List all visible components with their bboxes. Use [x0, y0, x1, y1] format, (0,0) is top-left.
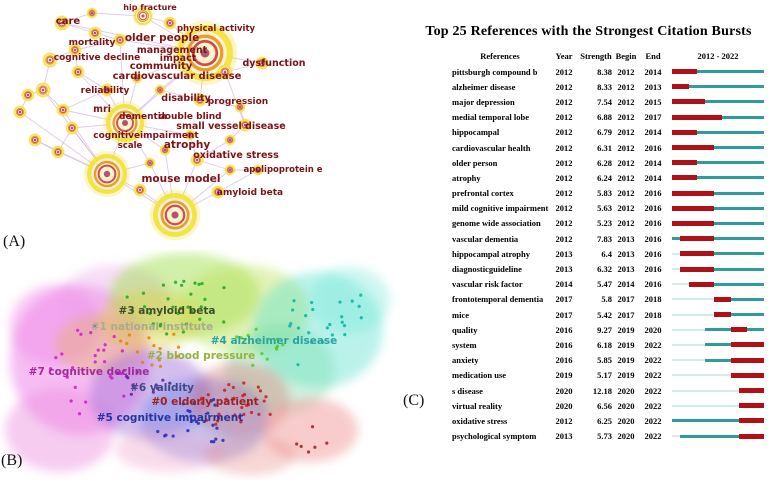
reference-cell: diagnosticguideline — [452, 264, 522, 275]
end-cell: 2016 — [644, 248, 662, 259]
strength-cell: 12.18 — [592, 385, 612, 396]
burst-segment-active — [697, 131, 764, 134]
begin-cell: 2012 — [617, 142, 635, 153]
burst-segment-active — [680, 435, 739, 438]
burst-segment-burst — [731, 358, 764, 363]
burst-timeline-bar — [672, 373, 764, 378]
keyword-label: hip fracture — [123, 3, 177, 12]
strength-cell: 7.54 — [597, 96, 612, 107]
begin-cell: 2019 — [617, 339, 635, 350]
begin-cell: 2013 — [617, 248, 635, 259]
burst-segment-burst — [672, 206, 714, 211]
begin-cell: 2017 — [617, 309, 635, 320]
begin-cell: 2012 — [617, 81, 635, 92]
reference-cell: cardiovascular health — [452, 142, 531, 153]
burst-segment-pre — [672, 374, 731, 376]
header-strength: Strength — [580, 51, 612, 61]
burst-timeline-bar — [672, 206, 764, 211]
burst-segment-burst — [672, 145, 714, 150]
burst-segment-active — [714, 237, 764, 240]
burst-segment-burst — [739, 418, 764, 423]
strength-cell: 5.73 — [597, 431, 612, 442]
table-row — [400, 277, 777, 292]
burst-segment-pre — [672, 405, 739, 407]
table-row — [400, 307, 777, 322]
reference-cell: medial temporal lobe — [452, 112, 529, 123]
end-cell: 2022 — [644, 385, 662, 396]
year-cell: 2017 — [555, 309, 573, 320]
table-row — [400, 79, 777, 94]
burst-segment-burst — [680, 236, 713, 241]
begin-cell: 2014 — [617, 279, 635, 290]
keyword-label: impact — [159, 53, 197, 64]
year-cell: 2013 — [555, 264, 573, 275]
reference-cell: psychological symptom — [452, 431, 537, 442]
keyword-label: small vessel disease — [176, 121, 286, 132]
reference-cell: frontotemporal dementia — [452, 294, 544, 305]
burst-segment-pre — [672, 329, 705, 331]
end-cell: 2014 — [644, 127, 662, 138]
burst-segment-active — [705, 343, 730, 346]
cluster-label: #7 cognitive decline — [28, 366, 150, 378]
cluster-label: #5 cognitive impairment — [96, 412, 244, 424]
begin-cell: 2012 — [617, 157, 635, 168]
cluster-label: #2 blood pressure — [146, 350, 256, 362]
burst-segment-burst — [672, 175, 697, 180]
burst-timeline-bar — [672, 403, 764, 408]
year-cell: 2016 — [555, 339, 573, 350]
table-row — [400, 110, 777, 125]
reference-cell: oxidative stress — [452, 415, 508, 426]
begin-cell: 2012 — [617, 172, 635, 183]
reference-cell: vascular dementia — [452, 233, 519, 244]
strength-cell: 6.31 — [597, 142, 612, 153]
panel-b-label: (B) — [1, 452, 23, 469]
burst-segment-burst — [731, 373, 764, 378]
strength-cell: 5.47 — [597, 279, 612, 290]
year-cell: 2012 — [555, 218, 573, 229]
burst-segment-active — [747, 328, 764, 331]
table-row — [400, 322, 777, 337]
table-row — [400, 383, 777, 398]
reference-cell: hippocampal atrophy — [452, 248, 531, 259]
burst-segment-active — [697, 70, 764, 73]
header-year: Year — [555, 51, 573, 61]
reference-cell: s disease — [452, 385, 483, 396]
burst-segment-burst — [739, 403, 764, 408]
keyword-label: cardiovascular disease — [112, 71, 242, 82]
burst-segment-burst — [672, 99, 705, 104]
strength-cell: 5.63 — [597, 203, 612, 214]
panel-c-burst-table — [400, 24, 777, 444]
burst-timeline-bar — [672, 342, 764, 347]
burst-segment-active — [714, 268, 764, 271]
keyword-label: scale — [117, 141, 143, 151]
year-cell: 2012 — [555, 66, 573, 77]
reference-cell: atrophy — [452, 172, 481, 183]
reference-cell: alzheimer disease — [452, 81, 516, 92]
burst-segment-active — [714, 252, 764, 255]
year-cell: 2012 — [555, 157, 573, 168]
table-row — [400, 353, 777, 368]
year-cell: 2012 — [555, 172, 573, 183]
end-cell: 2016 — [644, 218, 662, 229]
table-row — [400, 246, 777, 261]
burst-segment-burst — [672, 69, 697, 74]
keyword-label: amyloid beta — [216, 188, 284, 198]
keyword-label: mortality — [68, 38, 116, 48]
keyword-label: dementia — [119, 112, 167, 122]
burst-segment-active — [714, 222, 764, 225]
begin-cell: 2019 — [617, 324, 635, 335]
end-cell: 2016 — [644, 264, 662, 275]
burst-segment-pre — [672, 314, 714, 316]
burst-segment-pre — [672, 283, 689, 285]
reference-cell: medication use — [452, 370, 507, 381]
burst-segment-burst — [714, 312, 731, 317]
end-cell: 2016 — [644, 233, 662, 244]
burst-timeline-bar — [672, 191, 764, 196]
burst-segment-active — [672, 237, 680, 240]
begin-cell: 2017 — [617, 294, 635, 305]
burst-segment-burst — [739, 434, 764, 439]
keyword-label: disability — [161, 93, 211, 104]
end-cell: 2014 — [644, 157, 662, 168]
end-cell: 2022 — [644, 370, 662, 381]
strength-cell: 5.83 — [597, 188, 612, 199]
strength-cell: 5.17 — [597, 370, 612, 381]
table-row — [400, 186, 777, 201]
strength-cell: 6.28 — [597, 157, 612, 168]
strength-cell: 9.27 — [597, 324, 612, 335]
year-cell: 2020 — [555, 400, 573, 411]
end-cell: 2018 — [644, 294, 662, 305]
reference-cell: older person — [452, 157, 498, 168]
burst-segment-pre — [672, 268, 680, 270]
year-cell: 2012 — [555, 81, 573, 92]
table-row — [400, 201, 777, 216]
begin-cell: 2012 — [617, 203, 635, 214]
end-cell: 2022 — [644, 415, 662, 426]
strength-cell: 6.56 — [597, 400, 612, 411]
end-cell: 2018 — [644, 309, 662, 320]
burst-segment-burst — [672, 191, 714, 196]
burst-segment-burst — [689, 282, 714, 287]
year-cell: 2012 — [555, 142, 573, 153]
strength-cell: 5.8 — [601, 294, 612, 305]
burst-timeline-bar — [672, 69, 764, 74]
burst-segment-active — [722, 116, 764, 119]
burst-segment-active — [714, 192, 764, 195]
keyword-label: apolipoprotein e — [243, 165, 323, 175]
panel-a-network — [0, 0, 400, 250]
strength-cell: 6.79 — [597, 127, 612, 138]
table-row — [400, 216, 777, 231]
table-row — [400, 292, 777, 307]
burst-segment-active — [731, 298, 764, 301]
burst-timeline-bar — [672, 130, 764, 135]
burst-segment-pre — [672, 298, 714, 300]
burst-timeline-bar — [672, 434, 764, 439]
begin-cell: 2020 — [617, 415, 635, 426]
burst-timeline-bar — [672, 358, 764, 363]
burst-segment-burst — [739, 388, 764, 393]
table-row — [400, 413, 777, 428]
burst-segment-active — [714, 146, 764, 149]
end-cell: 2016 — [644, 203, 662, 214]
end-cell: 2016 — [644, 279, 662, 290]
reference-cell: major depression — [452, 96, 515, 107]
keyword-label: dysfunction — [242, 58, 306, 69]
header-begin: Begin — [615, 51, 637, 61]
end-cell: 2020 — [644, 324, 662, 335]
begin-cell: 2013 — [617, 264, 635, 275]
reference-cell: genome wide association — [452, 218, 541, 229]
begin-cell: 2020 — [617, 431, 635, 442]
burst-segment-burst — [672, 160, 697, 165]
burst-timeline-bar — [672, 282, 764, 287]
reference-cell: quality — [452, 324, 478, 335]
reference-cell: virtual reality — [452, 400, 503, 411]
burst-segment-active — [705, 328, 730, 331]
keyword-label: reliability — [80, 86, 130, 96]
begin-cell: 2012 — [617, 112, 635, 123]
burst-table-body — [400, 64, 777, 444]
begin-cell: 2020 — [617, 385, 635, 396]
panel-b-clusters — [0, 250, 400, 480]
year-cell: 2012 — [555, 96, 573, 107]
burst-timeline-bar — [672, 99, 764, 104]
burst-segment-pre — [672, 359, 705, 361]
year-cell: 2014 — [555, 279, 573, 290]
strength-cell: 5.42 — [597, 309, 612, 320]
begin-cell: 2012 — [617, 66, 635, 77]
panel-c-label: (C) — [403, 392, 425, 409]
begin-cell: 2012 — [617, 127, 635, 138]
burst-segment-pre — [672, 344, 705, 346]
burst-timeline-bar — [672, 251, 764, 256]
burst-segment-burst — [672, 130, 697, 135]
end-cell: 2014 — [644, 172, 662, 183]
burst-segment-burst — [672, 115, 722, 120]
reference-cell: mild cognitive impairment — [452, 203, 549, 214]
year-cell: 2013 — [555, 248, 573, 259]
cluster-label: #4 alzheimer disease — [210, 335, 338, 347]
keyword-label: progression — [207, 97, 269, 107]
burst-segment-burst — [672, 221, 714, 226]
strength-cell: 6.88 — [597, 112, 612, 123]
table-row — [400, 155, 777, 170]
header-period: 2012 - 2022 — [697, 51, 739, 61]
keyword-label: care — [55, 16, 81, 27]
keyword-label: management — [136, 45, 208, 56]
burst-timeline-bar — [672, 388, 764, 393]
burst-timeline-bar — [672, 84, 764, 89]
keyword-label: double blind — [158, 112, 222, 122]
strength-cell: 6.24 — [597, 172, 612, 183]
burst-segment-burst — [714, 297, 731, 302]
burst-segment-pre — [672, 435, 680, 437]
end-cell: 2022 — [644, 339, 662, 350]
end-cell: 2016 — [644, 142, 662, 153]
table-row — [400, 170, 777, 185]
year-cell: 2016 — [555, 355, 573, 366]
year-cell: 2016 — [555, 324, 573, 335]
table-row — [400, 398, 777, 413]
end-cell: 2022 — [644, 355, 662, 366]
strength-cell: 7.83 — [597, 233, 612, 244]
table-row — [400, 429, 777, 444]
burst-segment-pre — [672, 390, 739, 392]
burst-timeline-bar — [672, 175, 764, 180]
keyword-label: oxidative stress — [193, 150, 279, 161]
keyword-label: cognitive decline — [53, 53, 141, 63]
keyword-label: cognitiveimpairment — [93, 131, 199, 141]
burst-segment-burst — [680, 267, 713, 272]
burst-timeline-bar — [672, 236, 764, 241]
reference-cell: pittsburgh compound b — [452, 66, 538, 77]
begin-cell: 2012 — [617, 188, 635, 199]
begin-cell: 2013 — [617, 233, 635, 244]
reference-cell: hippocampal — [452, 127, 500, 138]
year-cell: 2017 — [555, 294, 573, 305]
cluster-label: #0 elderly patient — [151, 396, 259, 408]
burst-segment-active — [714, 283, 764, 286]
year-cell: 2012 — [555, 415, 573, 426]
burst-segment-active — [689, 85, 764, 88]
end-cell: 2015 — [644, 96, 662, 107]
begin-cell: 2020 — [617, 400, 635, 411]
burst-table-header — [400, 48, 777, 64]
table-row — [400, 140, 777, 155]
strength-cell: 6.32 — [597, 264, 612, 275]
table-row — [400, 94, 777, 109]
burst-table-title: Top 25 References with the Strongest Citation Bursts — [425, 24, 752, 39]
keyword-label: community — [129, 61, 193, 72]
year-cell: 2012 — [555, 127, 573, 138]
burst-segment-active — [731, 313, 764, 316]
year-cell: 2012 — [555, 233, 573, 244]
table-row — [400, 231, 777, 246]
begin-cell: 2012 — [617, 218, 635, 229]
end-cell: 2022 — [644, 431, 662, 442]
table-row — [400, 337, 777, 352]
burst-segment-burst — [731, 342, 764, 347]
keyword-label: mouse model — [141, 173, 221, 185]
panel-a-label: (A) — [3, 233, 26, 250]
end-cell: 2014 — [644, 66, 662, 77]
burst-timeline-bar — [672, 160, 764, 165]
reference-cell: system — [452, 339, 477, 350]
reference-cell: prefrontal cortex — [452, 188, 514, 199]
year-cell: 2013 — [555, 431, 573, 442]
header-end: End — [645, 51, 661, 61]
keyword-label: older people — [124, 32, 200, 44]
burst-segment-active — [705, 100, 764, 103]
burst-segment-active — [714, 207, 764, 210]
burst-timeline-bar — [672, 312, 764, 317]
end-cell: 2013 — [644, 81, 662, 92]
keyword-label: mri — [93, 104, 111, 115]
burst-segment-pre — [672, 253, 680, 255]
burst-timeline-bar — [672, 297, 764, 302]
keyword-label: atrophy — [163, 139, 211, 151]
strength-cell: 6.25 — [597, 415, 612, 426]
year-cell: 2012 — [555, 112, 573, 123]
table-row — [400, 125, 777, 140]
burst-segment-active — [697, 176, 764, 179]
burst-timeline-bar — [672, 418, 764, 423]
begin-cell: 2019 — [617, 355, 635, 366]
cluster-label: #1 national institute — [90, 321, 214, 333]
strength-cell: 5.85 — [597, 355, 612, 366]
reference-cell: anxiety — [452, 355, 479, 366]
burst-segment-active — [697, 161, 764, 164]
burst-segment-burst — [731, 327, 748, 332]
table-row — [400, 64, 777, 79]
burst-timeline-bar — [672, 115, 764, 120]
end-cell: 2022 — [644, 400, 662, 411]
strength-cell: 5.23 — [597, 218, 612, 229]
burst-segment-burst — [672, 84, 689, 89]
reference-cell: vascular risk factor — [452, 279, 523, 290]
year-cell: 2019 — [555, 370, 573, 381]
year-cell: 2012 — [555, 203, 573, 214]
year-cell: 2020 — [555, 385, 573, 396]
begin-cell: 2019 — [617, 370, 635, 381]
cluster-label: #3 amyloid beta — [118, 305, 216, 317]
strength-cell: 8.33 — [597, 81, 612, 92]
table-row — [400, 368, 777, 383]
year-cell: 2012 — [555, 188, 573, 199]
keyword-label: physical activity — [176, 24, 256, 34]
burst-timeline-bar — [672, 145, 764, 150]
strength-cell: 8.38 — [597, 66, 612, 77]
burst-timeline-bar — [672, 327, 764, 332]
end-cell: 2016 — [644, 188, 662, 199]
strength-cell: 6.18 — [597, 339, 612, 350]
table-row — [400, 261, 777, 276]
cluster-label: #6 validity — [130, 382, 194, 394]
burst-timeline-bar — [672, 267, 764, 272]
burst-segment-active — [705, 359, 730, 362]
reference-cell: mice — [452, 309, 469, 320]
begin-cell: 2012 — [617, 96, 635, 107]
strength-cell: 6.4 — [601, 248, 612, 259]
burst-timeline-bar — [672, 221, 764, 226]
burst-segment-active — [672, 419, 739, 422]
header-references: References — [480, 51, 520, 61]
burst-segment-burst — [680, 251, 713, 256]
end-cell: 2017 — [644, 112, 662, 123]
